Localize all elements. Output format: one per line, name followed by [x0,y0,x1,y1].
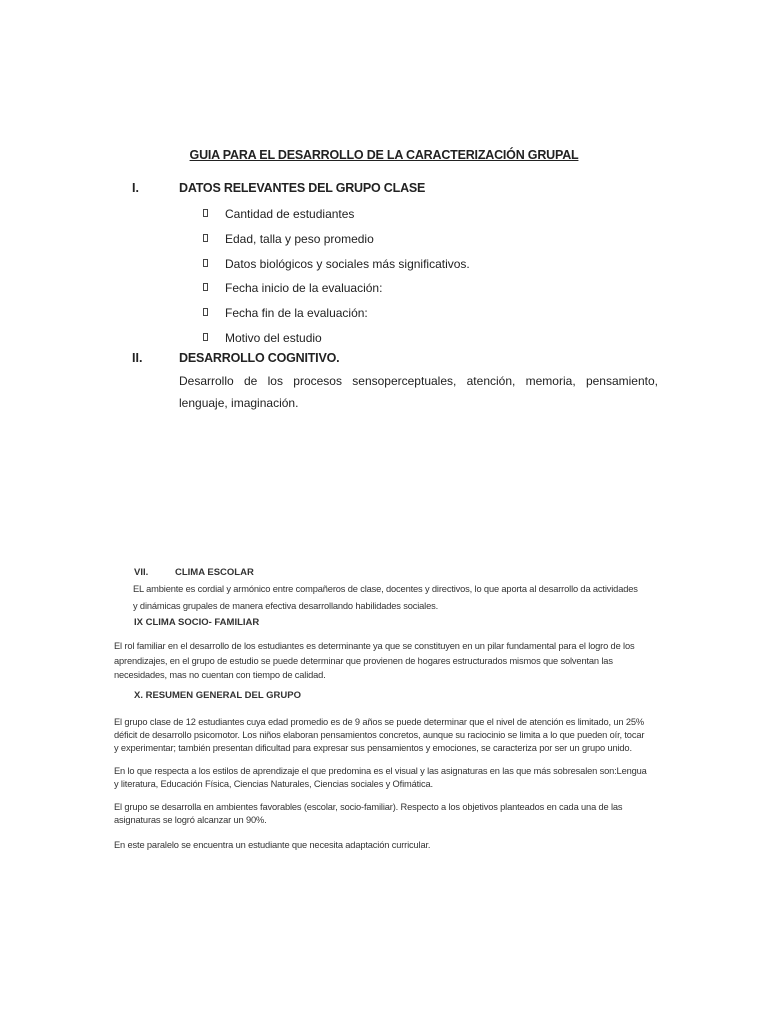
list-item: Fecha inicio de la evaluación: [203,281,470,306]
section-10-p2-line-1: En lo que respecta a los estilos de aprendizaje el que predomina es el visual y las asignaturas en las que más sobresalen son:Lengua [114,766,647,776]
section-9-line-2: aprendizajes, en el grupo de estudio se puede determinar que provienen de hogares estructurados mismos que solventan las [114,656,613,666]
section-9-line-3: necesidades, mas no cuentan con tiempo de calidad. [114,670,326,680]
document-title: GUIA PARA EL DESARROLLO DE LA CARACTERIZACIÓN GRUPAL [189,148,579,162]
section-1-number: I. [132,181,139,195]
bullet-icon [203,209,208,217]
section-7-line-1: EL ambiente es cordial y armónico entre compañeros de clase, docentes y directivos, lo que aporta al desarrollo da actividades [133,584,638,594]
section-10-p3-line-2: asignaturas se logró alcanzar un 90%. [114,815,267,825]
bullet-icon [203,234,208,242]
section-1-list [203,207,470,356]
section-10-p4-line-1: En este paralelo se encuentra un estudiante que necesita adaptación curricular. [114,840,431,850]
section-9-title: IX CLIMA SOCIO- FAMILIAR [134,617,260,628]
section-10-p3-line-1: El grupo se desarrolla en ambientes favorables (escolar, socio-familiar). Respecto a los objetivos planteados en cada una de las [114,802,623,812]
section-9-line-1: El rol familiar en el desarrollo de los estudiantes es determinante ya que se constituyen en un pilar fundamental para el logro de los [114,641,635,651]
section-2-title: DESARROLLO COGNITIVO. [179,351,340,365]
list-item: Edad, talla y peso promedio [203,232,470,257]
section-7-title: CLIMA ESCOLAR [175,567,254,578]
list-item: Datos biológicos y sociales más significativos. [203,257,470,282]
list-item: Motivo del estudio [203,331,470,356]
list-item: Fecha fin de la evaluación: [203,306,470,331]
section-10-title: X. RESUMEN GENERAL DEL GRUPO [134,690,301,701]
bullet-icon [203,308,208,316]
section-2-text: Desarrollo de los procesos sensoperceptuales, atención, memoria, pensamiento, lenguaje, imaginación. [179,374,658,410]
section-10-p1-line-1: El grupo clase de 12 estudiantes cuya edad promedio es de 9 años se puede determinar que el nivel de atención es limitado, un 25% [114,717,645,727]
bullet-icon [203,333,208,341]
section-2-number: II. [132,351,143,365]
section-10-p1-line-3: y experimentar; también presentan dificultad para expresar sus pensamientos y emociones, se caracteriza por ser un grupo unido. [114,743,632,753]
section-10-p1-line-2: déficit de desarrollo psicomotor. Los niños elaboran pensamientos concretos, aunque su raciocinio se limita a lo que pueden oír, tocar [114,730,645,740]
section-7-line-2: y dinámicas grupales de manera efectiva desarrollando habilidades sociales. [133,601,439,611]
list-item: Cantidad de estudiantes [203,207,470,232]
bullet-icon [203,259,208,267]
bullet-icon [203,283,208,291]
section-7-number: VII. [134,567,149,578]
section-1-title: DATOS RELEVANTES DEL GRUPO CLASE [179,181,426,195]
section-10-p2-line-2: y literatura, Educación Física, Ciencias Naturales, Ciencias sociales y Ofimática. [114,779,433,789]
